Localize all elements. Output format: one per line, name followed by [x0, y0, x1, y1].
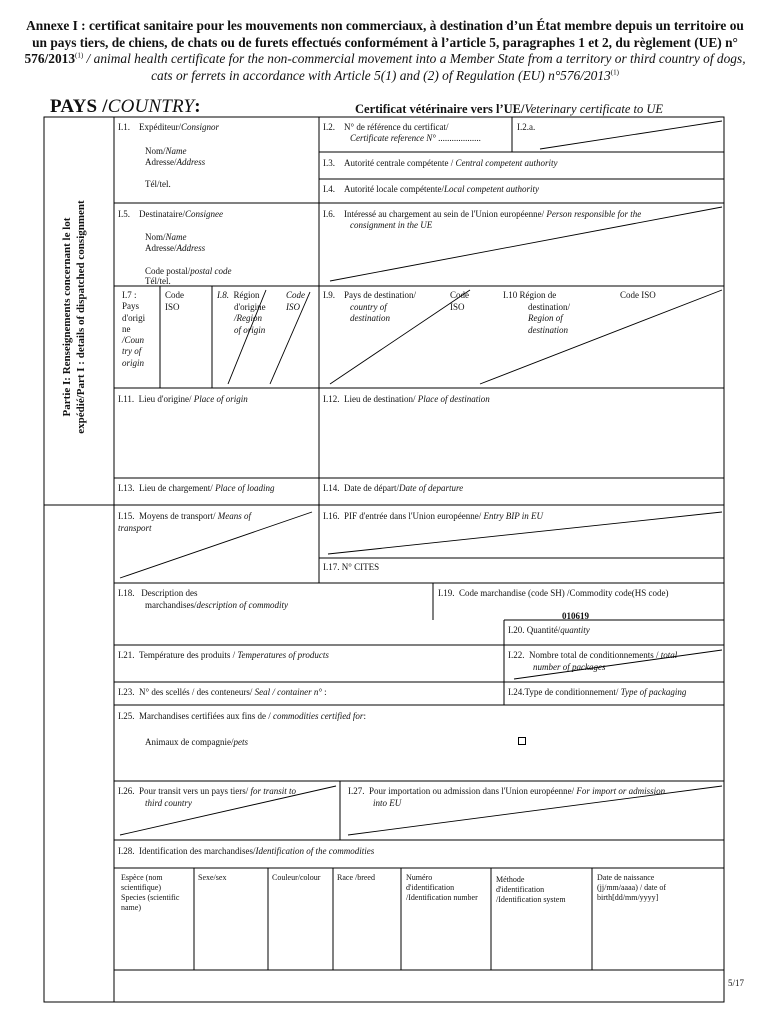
table-header-sex: Sexe/sex — [198, 873, 227, 882]
table-header-id-number-l1: Numéro — [406, 873, 433, 882]
field-i28-label — [118, 846, 374, 858]
table-header-species-l4: name) — [121, 903, 141, 912]
field-i23-num: I.23. — [118, 687, 135, 697]
field-i4-label[interactable] — [323, 184, 539, 196]
field-i19-fr: Code marchandise (code SH) /Commodity code(HS code) — [459, 588, 669, 598]
country-colon: : — [194, 96, 201, 117]
field-i7-iso-text: ISO — [165, 301, 180, 312]
field-i22-fr: Nombre total de conditionnements / — [529, 650, 661, 660]
field-i6-fr: Intéressé au chargement au sein de l'Union européenne/ — [344, 209, 547, 219]
field-i21-label[interactable] — [118, 650, 329, 662]
field-i8-l4: of origin — [234, 324, 266, 335]
table-header-id-system-l2: d'identification — [496, 885, 545, 894]
field-i10-num: I.10 — [503, 290, 518, 300]
field-i2-label[interactable] — [323, 122, 449, 134]
field-i7-code — [165, 290, 184, 313]
field-i27-fr: Pour importation ou admission dans l'Union européenne/ — [369, 786, 577, 796]
field-i2-fr: N° de référence du certificat/ — [344, 122, 449, 132]
field-i2a-label[interactable]: I.2.a. — [517, 122, 536, 132]
field-i9-fr: Pays de destination/ — [344, 290, 416, 300]
table-header-species — [121, 873, 179, 913]
field-i5-name[interactable] — [145, 232, 187, 244]
field-i21-en: Temperatures of products — [237, 650, 329, 660]
field-i17-fr: N° CITES — [341, 562, 380, 572]
table-header-species-l2: scientifique) — [121, 883, 161, 892]
field-i19-num: I.19. — [438, 588, 455, 598]
field-i25-tail: : — [363, 711, 366, 721]
field-i20-fr: Quantité/ — [526, 625, 561, 635]
field-i1-address-fr: Adresse/ — [145, 157, 177, 167]
field-i2-dots: ................... — [435, 133, 481, 143]
field-i26-label[interactable] — [118, 786, 296, 809]
field-i28-en: Identification of the commodities — [255, 846, 375, 856]
field-i15-fr: Moyens de transport/ — [139, 511, 218, 521]
strike-i2a — [540, 121, 722, 149]
table-header-breed: Race /breed — [337, 873, 375, 882]
field-i10-label[interactable] — [503, 290, 570, 336]
field-i9-code-text: Code — [450, 290, 469, 300]
field-i21-num: I.21. — [118, 650, 135, 660]
field-i5-address-en: Address — [176, 243, 206, 253]
field-i8-l3: /Region — [234, 313, 262, 323]
field-i8-iso-text: ISO — [286, 301, 300, 312]
field-i23-label[interactable] — [118, 687, 327, 699]
field-i10-l4: destination — [528, 324, 568, 335]
field-i25-pets-fr: Animaux de compagnie/ — [145, 737, 234, 747]
field-i20-label[interactable] — [508, 625, 590, 637]
field-i8-l1: Région — [233, 290, 260, 300]
field-i24-fr: Type de conditionnement/ — [524, 687, 621, 697]
field-i5-fr: Destinataire/ — [139, 209, 185, 219]
field-i24-en: Type of packaging — [620, 687, 687, 697]
field-i9-en1: country of — [350, 301, 387, 312]
part1-side-label-line1: Partie I: Renseignements concernant le lot — [61, 217, 73, 417]
table-header-birth-date-l2: (jj/mm/aaaa) / date of — [597, 883, 667, 892]
field-i9-label[interactable] — [323, 290, 416, 325]
part1-side-label — [60, 157, 110, 477]
field-i22-en: total — [660, 650, 678, 660]
field-i7-l2: Pays — [122, 301, 140, 312]
field-i7-l6: try of — [122, 346, 142, 357]
field-i16-en: Entry BIP in EU — [483, 511, 544, 521]
field-i10-l2: destination/ — [528, 301, 570, 312]
field-i28-fr: Identification des marchandises/ — [139, 846, 256, 856]
field-i25-fr: Marchandises certifiées aux fins de / — [139, 711, 273, 721]
certificate-title-en: Veterinary certificate to UE — [524, 102, 664, 116]
field-i12-label[interactable] — [323, 394, 490, 406]
field-i8-code — [286, 290, 305, 313]
field-i24-num: I.24. — [508, 687, 525, 697]
field-i11-num: I.11. — [118, 394, 135, 404]
field-i23-en: Seal / container n° — [254, 687, 322, 697]
field-i26-num: I.26. — [118, 786, 135, 796]
field-i7-l7: origin — [122, 357, 145, 368]
field-i5-postal-en: postal code — [190, 266, 232, 276]
field-i15-en2: transport — [118, 522, 152, 533]
field-i3-en: Central competent authority — [455, 158, 558, 168]
field-i19-value: 010619 — [562, 611, 589, 621]
field-i15-label[interactable] — [118, 511, 251, 534]
header-title-fr: Annexe I : certificat sanitaire pour les mouvements non commerciaux, à destination d’un État membre depuis un territoire ou un pays tiers, de chiens, de chats ou de furets effectués conformément à l’article 5, paragraphes 1 et 2, du règlement (UE) n° 576/2013 — [24, 18, 744, 66]
field-i7-code-text: Code — [165, 290, 184, 300]
table-header-id-system — [496, 875, 566, 905]
field-i9-num: I.9. — [323, 290, 335, 300]
field-i23-fr: N° des scellés / des conteneurs/ — [139, 687, 255, 697]
field-i1-address[interactable] — [145, 157, 205, 169]
field-i17-num: I.17. — [323, 562, 340, 572]
field-i1-name-en: Name — [165, 146, 187, 156]
field-i22-label[interactable] — [508, 650, 677, 673]
field-i12-en: Place of destination — [417, 394, 490, 404]
field-i24-label[interactable] — [508, 687, 686, 699]
field-i8-l2: d'origine — [234, 301, 266, 312]
field-i17-label[interactable] — [323, 562, 379, 574]
field-i11-label[interactable] — [118, 394, 248, 406]
field-i13-label[interactable] — [118, 483, 275, 495]
header-title-en: / animal health certificate for the non-commercial movement into a Member State from a territory or third country of dogs, cats or ferrets in accordance with Article 5(1) and (2) of Regulation (EU) n°576/2013 — [83, 51, 746, 83]
field-i5-label — [118, 209, 223, 221]
pets-checkbox[interactable] — [518, 737, 526, 745]
field-i6-en2 — [350, 220, 432, 232]
table-header-colour: Couleur/colour — [272, 873, 321, 882]
field-i13-num: I.13. — [118, 483, 135, 493]
field-i8-code-text: Code — [286, 290, 305, 300]
field-i7-l1: I.7 : — [122, 290, 137, 300]
field-i12-num: I.12. — [323, 394, 340, 404]
field-i10-l1: Région de — [519, 290, 557, 300]
field-i5-name-fr: Nom/ — [145, 232, 166, 242]
field-i9-code — [450, 290, 469, 313]
field-i7-l4: ne — [122, 323, 131, 334]
field-i1-label — [118, 122, 219, 134]
field-i10-l3: Region of — [528, 313, 563, 323]
field-i4-en: Local competent authority — [443, 184, 539, 194]
field-i4-fr: Autorité locale compétente/ — [344, 184, 444, 194]
field-i16-label[interactable] — [323, 511, 543, 523]
field-i1-en: Consignor — [181, 122, 220, 132]
field-i6-en2-text: consignment in the UE — [350, 220, 433, 230]
field-i14-en: Date of departure — [398, 483, 464, 493]
field-i28-num: I.28. — [118, 846, 135, 856]
field-i11-en: Place of origin — [193, 394, 248, 404]
field-i27-num: I.27. — [348, 786, 365, 796]
field-i3-num: I.3. — [323, 158, 335, 168]
field-i5-address-fr: Adresse/ — [145, 243, 177, 253]
field-i8-label[interactable] — [217, 290, 266, 336]
field-i21-fr: Température des produits / — [139, 650, 238, 660]
field-i9-en2: destination — [350, 313, 390, 323]
field-i20-en: quantity — [560, 625, 590, 635]
field-i15-en: Means of — [217, 511, 251, 521]
field-i25-num: I.25. — [118, 711, 135, 721]
field-i4-num: I.4. — [323, 184, 335, 194]
field-i25-label — [118, 711, 366, 723]
field-i23-tail: : — [321, 687, 327, 697]
table-header-species-l1: Espèce (nom — [121, 873, 163, 882]
field-i9-iso-text: ISO — [450, 301, 465, 312]
field-i25-en: commodities certified for — [272, 711, 364, 721]
field-i16-num: I.16. — [323, 511, 340, 521]
field-i14-label[interactable] — [323, 483, 463, 495]
field-i26-en2: third country — [145, 797, 192, 808]
field-i2-en-text: Certificate reference N° — [350, 133, 436, 143]
table-header-birth-date-l3: birth[dd/mm/yyyy] — [597, 893, 659, 902]
country-label-en: COUNTRY — [107, 96, 195, 117]
page-number: 5/17 — [727, 978, 744, 988]
field-i7-l3: d'origi — [122, 312, 146, 323]
country-label-fr: PAYS / — [50, 96, 108, 117]
field-i13-fr: Lieu de chargement/ — [139, 483, 216, 493]
field-i5-name-en: Name — [165, 232, 187, 242]
field-i14-fr: Date de départ/ — [344, 483, 399, 493]
field-i18-num: I.18. — [118, 588, 135, 598]
field-i2-num: I.2. — [323, 122, 335, 132]
table-header-id-number-l2: d'identification — [406, 883, 455, 892]
field-i5-address[interactable] — [145, 243, 205, 255]
field-i1-tel[interactable]: Tél/tel. — [145, 179, 171, 189]
table-header-birth-date-l1: Date de naissance — [597, 873, 655, 882]
field-i22-num: I.22. — [508, 650, 525, 660]
field-i3-label[interactable] — [323, 158, 557, 170]
field-i5-tel[interactable]: Tél/tel. — [145, 276, 171, 286]
footnote-ref-2: (1) — [610, 68, 619, 77]
field-i8-num: I.8. — [217, 290, 229, 300]
field-i7-l5: /Coun — [122, 335, 145, 346]
field-i10-code: Code ISO — [620, 290, 656, 300]
table-header-id-number-l3: /Identification number — [406, 893, 478, 902]
field-i26-fr: Pour transit vers un pays tiers/ — [139, 786, 251, 796]
field-i12-fr: Lieu de destination/ — [344, 394, 418, 404]
field-i7-label[interactable] — [122, 290, 145, 369]
field-i27-label[interactable] — [348, 786, 665, 809]
field-i18-fr2: marchandises/ — [145, 599, 197, 610]
field-i27-en2: into EU — [373, 797, 402, 808]
field-i5-num: I.5. — [118, 209, 130, 219]
field-i1-num: I.1. — [118, 122, 130, 132]
table-header-species-l3: Species (scientific — [121, 893, 180, 902]
table-header-id-system-l3: /Identification system — [496, 895, 566, 904]
field-i6-en: Person responsible for the — [546, 209, 642, 219]
field-i11-fr: Lieu d'origine/ — [138, 394, 194, 404]
field-i22-en2: number of packages — [533, 661, 606, 672]
field-i1-name[interactable] — [145, 146, 187, 158]
field-i25-pets-label — [145, 737, 248, 749]
field-i19-label[interactable] — [438, 588, 668, 600]
field-i18-label[interactable] — [118, 588, 288, 611]
table-header-id-number — [406, 873, 478, 903]
footnote-ref-1: (1) — [75, 51, 84, 60]
field-i15-num: I.15. — [118, 511, 135, 521]
field-i14-num: I.14. — [323, 483, 340, 493]
field-i1-fr: Expéditeur/ — [139, 122, 181, 132]
field-i26-en: for transit to — [250, 786, 297, 796]
table-header-id-system-l1: Méthode — [496, 875, 525, 884]
field-i27-en: For import or admission — [576, 786, 666, 796]
field-i18-fr: Description des — [141, 588, 198, 598]
field-i6-label[interactable] — [323, 209, 641, 221]
field-i1-name-fr: Nom/ — [145, 146, 166, 156]
field-i5-postal-fr: Code postal/ — [145, 266, 191, 276]
field-i1-address-en: Address — [176, 157, 206, 167]
part1-side-label-line2: expédié/Part I : details of dispatched consignment — [75, 200, 87, 434]
field-i2-en — [350, 133, 481, 145]
table-header-birth-date — [597, 873, 666, 903]
field-i25-pets-en: pets — [233, 737, 248, 747]
field-i3-fr: Autorité centrale compétente / — [344, 158, 456, 168]
field-i16-fr: PIF d'entrée dans l'Union européenne/ — [344, 511, 484, 521]
field-i18-en: description of commodity — [196, 599, 288, 610]
field-i5-en: Consignee — [184, 209, 223, 219]
field-i13-en: Place of loading — [215, 483, 275, 493]
field-i20-num: I.20. — [508, 625, 525, 635]
certificate-title-fr: Certificat vétérinaire vers l’UE/ — [355, 102, 525, 116]
field-i6-num: I.6. — [323, 209, 335, 219]
